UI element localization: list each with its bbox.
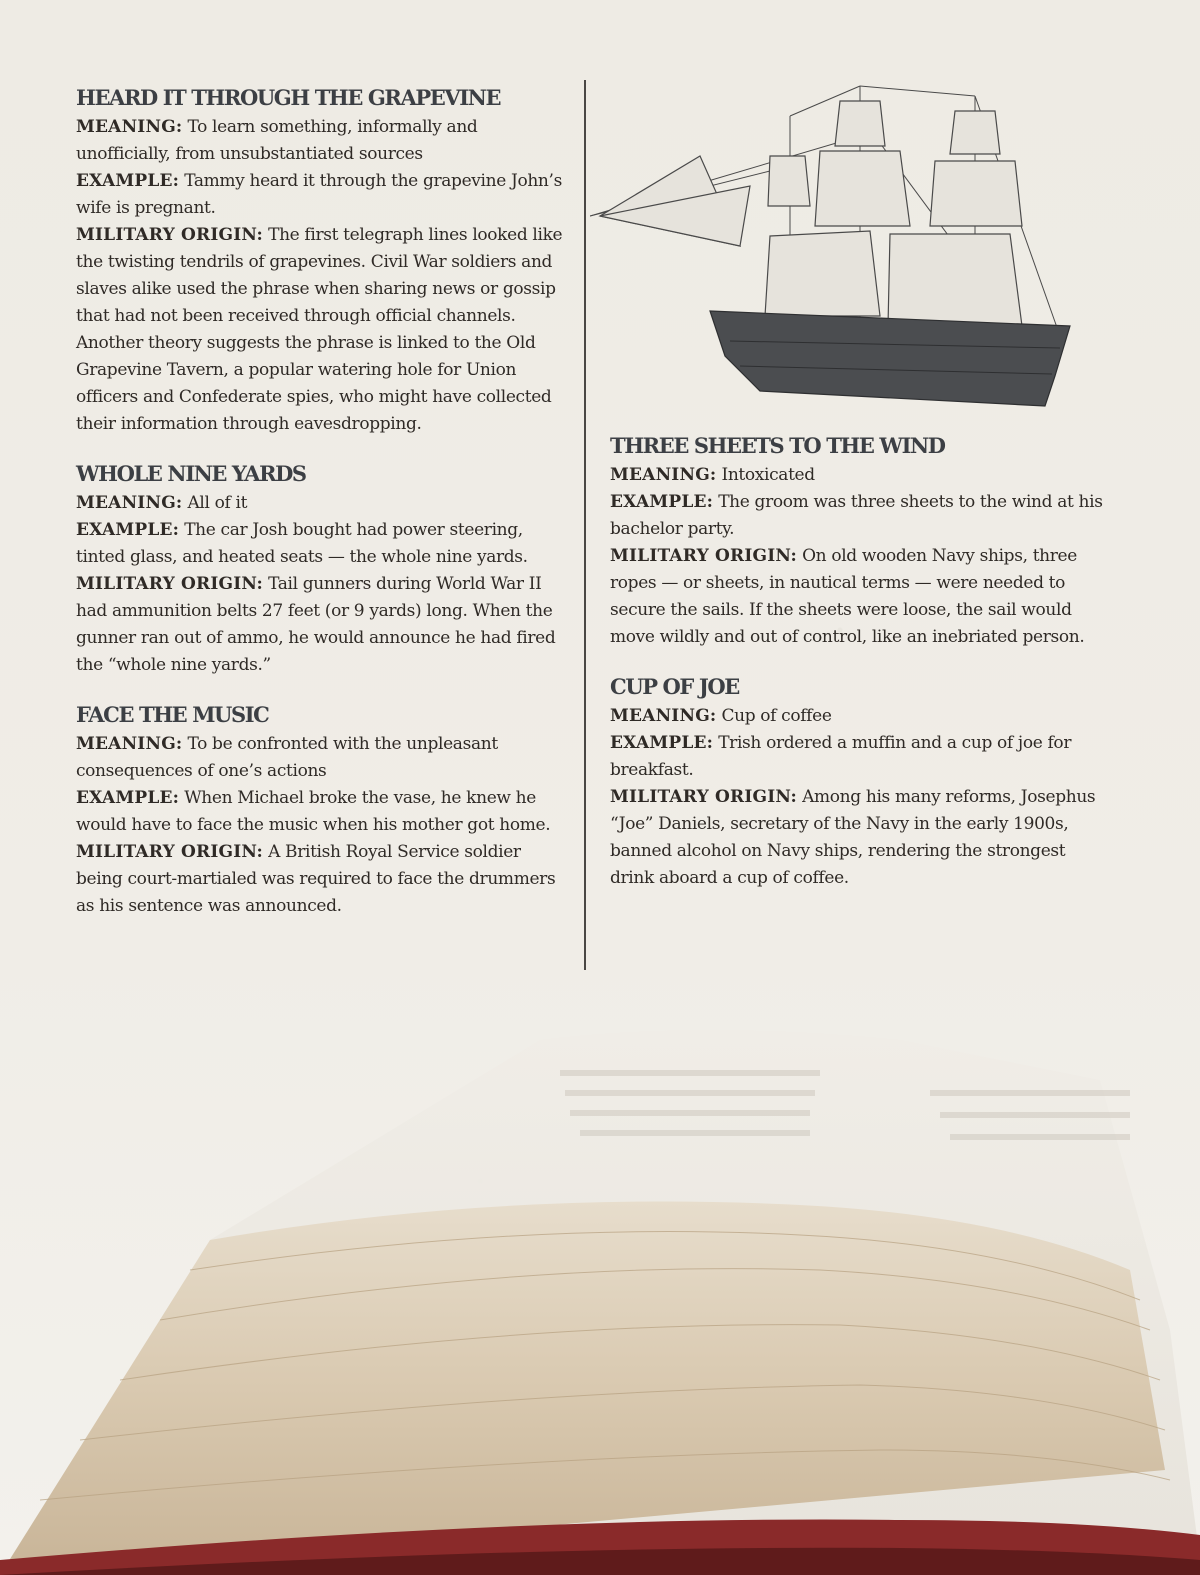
origin-text: The first telegraph lines looked like the twisting tendrils of grapevines. Civil War soldiers and slaves alike used the phrase when sharing news or gossip that had not been received through official channels. Another theory suggests the phrase is linked to the Old Grapevine Tavern, a popular watering hole for Union officers and Confederate spies, who might have collected their information through eavesdropping.: [76, 225, 563, 434]
meaning-line: [76, 114, 572, 168]
origin-text: On old wooden Navy ships, three ropes — or sheets, in nautical terms — were needed to secure the sails. If the sheets were loose, the sail would move wildly and out of control, like an inebriated person.: [610, 546, 1085, 647]
meaning-line: [76, 731, 572, 785]
origin-label: MILITARY ORIGIN:: [610, 546, 798, 566]
example-line: [610, 489, 1110, 543]
meaning-text: To be confronted with the unpleasant consequences of one’s actions: [76, 734, 498, 781]
idiom-title: WHOLE NINE YARDS: [76, 461, 306, 486]
example-text: Trish ordered a muffin and a cup of joe for breakfast.: [610, 733, 1072, 780]
origin-label: MILITARY ORIGIN:: [76, 574, 264, 594]
right-column: [610, 432, 1110, 914]
origin-label: MILITARY ORIGIN:: [610, 787, 798, 807]
meaning-label: MEANING:: [76, 117, 183, 137]
origin-line: [610, 784, 1110, 892]
left-column: [76, 84, 572, 942]
sailing-ship-illustration: [590, 76, 1090, 421]
origin-text: Tail gunners during World War II had ammunition belts 27 feet (or 9 yards) long. When the gunner ran out of ammo, he would announce he had fired the “whole nine yards.”: [76, 574, 556, 675]
origin-label: MILITARY ORIGIN:: [76, 225, 264, 245]
origin-line: [76, 839, 572, 920]
column-divider: [584, 80, 586, 970]
example-label: EXAMPLE:: [76, 171, 180, 191]
idiom-entry: [76, 460, 572, 679]
example-text: The groom was three sheets to the wind at his bachelor party.: [610, 492, 1103, 539]
example-line: [76, 517, 572, 571]
example-text: When Michael broke the vase, he knew he would have to face the music when his mother got home.: [76, 788, 551, 835]
idiom-entry: [76, 701, 572, 920]
idiom-title: THREE SHEETS TO THE WIND: [610, 433, 945, 458]
origin-text: A British Royal Service soldier being court-martialed was required to face the drummers as his sentence was announced.: [76, 842, 556, 916]
meaning-label: MEANING:: [76, 493, 183, 513]
origin-line: [610, 543, 1110, 651]
idiom-entry: [610, 432, 1110, 651]
meaning-text: All of it: [187, 493, 248, 513]
example-text: The car Josh bought had power steering, tinted glass, and heated seats — the whole nine yards.: [76, 520, 528, 567]
origin-line: [76, 222, 572, 438]
meaning-line: [610, 462, 1110, 489]
meaning-label: MEANING:: [76, 734, 183, 754]
example-label: EXAMPLE:: [610, 492, 714, 512]
meaning-line: [610, 703, 1110, 730]
meaning-text: Intoxicated: [721, 465, 815, 485]
idiom-entry: [76, 84, 572, 438]
example-line: [610, 730, 1110, 784]
example-text: Tammy heard it through the grapevine John’s wife is pregnant.: [76, 171, 562, 218]
idiom-title: CUP OF JOE: [610, 674, 739, 699]
origin-label: MILITARY ORIGIN:: [76, 842, 264, 862]
meaning-line: [76, 490, 572, 517]
example-label: EXAMPLE:: [76, 788, 180, 808]
example-label: EXAMPLE:: [76, 520, 180, 540]
origin-line: [76, 571, 572, 679]
meaning-text: Cup of coffee: [721, 706, 832, 726]
example-label: EXAMPLE:: [610, 733, 714, 753]
idiom-title: FACE THE MUSIC: [76, 702, 269, 727]
open-book-photo: [0, 1000, 1200, 1575]
example-line: [76, 168, 572, 222]
meaning-label: MEANING:: [610, 465, 717, 485]
meaning-text: To learn something, informally and unofficially, from unsubstantiated sources: [76, 117, 478, 164]
example-line: [76, 785, 572, 839]
origin-text: Among his many reforms, Josephus “Joe” Daniels, secretary of the Navy in the early 1900s, banned alcohol on Navy ships, rendering the strongest drink aboard a cup of coffee.: [610, 787, 1096, 888]
idiom-entry: [610, 673, 1110, 892]
meaning-label: MEANING:: [610, 706, 717, 726]
idiom-title: HEARD IT THROUGH THE GRAPEVINE: [76, 85, 501, 110]
